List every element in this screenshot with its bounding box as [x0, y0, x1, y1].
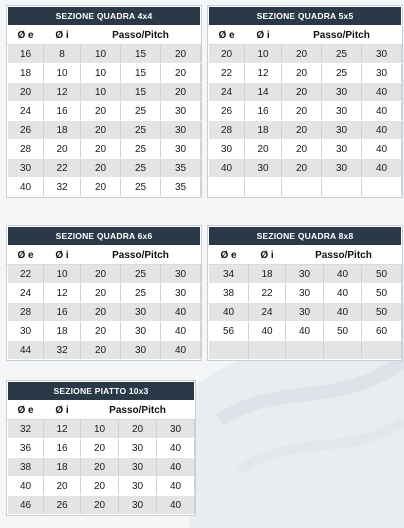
- outer-diameter-cell: 28: [209, 121, 245, 140]
- pitch-cell-2: [322, 178, 362, 197]
- pitch-cell-1: 20: [81, 284, 121, 303]
- outer-diameter-cell: 40: [209, 159, 245, 178]
- inner-diameter-cell: 14: [245, 83, 282, 102]
- pitch-cell-1: 10: [81, 83, 121, 102]
- inner-diameter-cell: 30: [245, 159, 282, 178]
- pitch-cell-2: 15: [121, 64, 161, 83]
- inner-diameter-cell: 32: [44, 178, 81, 197]
- inner-diameter-cell: 8: [44, 45, 81, 64]
- inner-diameter-cell: 18: [44, 322, 81, 341]
- outer-diameter-cell: 18: [8, 64, 44, 83]
- outer-diameter-cell: 56: [209, 322, 249, 341]
- pitch-cell-1: 20: [282, 159, 322, 178]
- outer-diameter-cell: 24: [8, 102, 44, 121]
- pitch-cell-2: 30: [322, 83, 362, 102]
- table-sezione-quadra-8x8: [208, 226, 402, 360]
- outer-diameter-cell: 24: [8, 284, 44, 303]
- pitch-cell-1: 20: [282, 121, 322, 140]
- inner-diameter-cell: 12: [44, 83, 81, 102]
- table-row: [8, 265, 201, 284]
- pitch-cell-1: 20: [81, 102, 121, 121]
- inner-diameter-cell: [245, 178, 282, 197]
- inner-diameter-cell: 12: [44, 420, 81, 439]
- inner-diameter-cell: 26: [44, 496, 81, 515]
- pitch-cell-1: 20: [282, 64, 322, 83]
- pitch-cell-1: 20: [282, 140, 322, 159]
- outer-diameter-cell: 38: [209, 284, 249, 303]
- outer-diameter-cell: 40: [8, 178, 44, 197]
- pitch-cell-3: 40: [161, 303, 201, 322]
- outer-diameter-cell: 28: [8, 140, 44, 159]
- outer-diameter-cell: 36: [8, 439, 44, 458]
- pitch-cell-3: 35: [161, 159, 201, 178]
- header-outer-diameter: Ø e: [209, 26, 245, 45]
- pitch-cell-2: 30: [322, 159, 362, 178]
- pitch-cell-3: 35: [161, 178, 201, 197]
- pitch-cell-3: [362, 341, 402, 360]
- outer-diameter-cell: 26: [209, 102, 245, 121]
- outer-diameter-cell: 24: [209, 83, 245, 102]
- outer-diameter-cell: 46: [8, 496, 44, 515]
- inner-diameter-cell: 20: [44, 477, 81, 496]
- pitch-cell-1: [286, 341, 324, 360]
- pitch-cell-3: 40: [362, 102, 402, 121]
- outer-diameter-cell: 38: [8, 458, 44, 477]
- pitch-cell-3: [362, 178, 402, 197]
- table-row: [8, 477, 195, 496]
- table-sezione-piatto-10x3: [7, 381, 195, 515]
- outer-diameter-cell: 22: [209, 64, 245, 83]
- header-pitch: Passo/Pitch: [282, 26, 402, 45]
- pitch-cell-3: 40: [161, 341, 201, 360]
- header-outer-diameter: Ø e: [8, 246, 44, 265]
- pitch-cell-2: [324, 341, 362, 360]
- table-row: [8, 420, 195, 439]
- pitch-cell-1: 10: [81, 64, 121, 83]
- pitch-cell-2: 30: [121, 341, 161, 360]
- outer-diameter-cell: 44: [8, 341, 44, 360]
- pitch-cell-3: 40: [157, 496, 195, 515]
- table-row: [209, 83, 402, 102]
- table-row: [209, 159, 402, 178]
- pitch-cell-2: 20: [119, 420, 157, 439]
- table-row: [8, 439, 195, 458]
- pitch-cell-3: 30: [161, 140, 201, 159]
- table-row: [209, 341, 402, 360]
- pitch-cell-3: 40: [161, 322, 201, 341]
- pitch-cell-1: 20: [81, 178, 121, 197]
- pitch-cell-2: 15: [121, 83, 161, 102]
- pitch-cell-2: 25: [121, 159, 161, 178]
- outer-diameter-cell: 20: [8, 83, 44, 102]
- table-row: [8, 284, 201, 303]
- outer-diameter-cell: 40: [209, 303, 249, 322]
- header-outer-diameter: Ø e: [8, 26, 44, 45]
- pitch-cell-1: 20: [282, 45, 322, 64]
- pitch-cell-3: 20: [161, 45, 201, 64]
- table-row: [209, 303, 402, 322]
- inner-diameter-cell: 12: [245, 64, 282, 83]
- pitch-cell-1: 30: [286, 265, 324, 284]
- pitch-cell-1: 10: [81, 45, 121, 64]
- header-inner-diameter: Ø i: [44, 26, 81, 45]
- outer-diameter-cell: 34: [209, 265, 249, 284]
- table-row: [8, 83, 201, 102]
- pitch-cell-2: 25: [121, 284, 161, 303]
- pitch-cell-2: 30: [119, 439, 157, 458]
- pitch-cell-2: 25: [322, 45, 362, 64]
- inner-diameter-cell: 18: [44, 121, 81, 140]
- header-inner-diameter: Ø i: [44, 246, 81, 265]
- inner-diameter-cell: 20: [245, 140, 282, 159]
- pitch-cell-1: 30: [286, 284, 324, 303]
- pitch-cell-3: 40: [362, 140, 402, 159]
- outer-diameter-cell: 26: [8, 121, 44, 140]
- pitch-cell-2: 40: [324, 303, 362, 322]
- pitch-cell-2: 25: [121, 178, 161, 197]
- table-title: SEZIONE QUADRA 6x6: [8, 227, 201, 246]
- pitch-cell-3: 20: [161, 64, 201, 83]
- table-row: [209, 284, 402, 303]
- pitch-cell-3: 30: [161, 121, 201, 140]
- inner-diameter-cell: 10: [44, 64, 81, 83]
- pitch-cell-1: 20: [81, 140, 121, 159]
- table-sezione-quadra-6x6: [7, 226, 201, 360]
- table-row: [8, 140, 201, 159]
- table-row: [8, 178, 201, 197]
- pitch-cell-2: 30: [121, 322, 161, 341]
- table-row: [8, 458, 195, 477]
- inner-diameter-cell: 12: [44, 284, 81, 303]
- pitch-cell-3: 40: [157, 477, 195, 496]
- pitch-cell-2: 40: [324, 265, 362, 284]
- pitch-cell-1: 20: [81, 341, 121, 360]
- pitch-cell-2: 25: [121, 265, 161, 284]
- pitch-cell-1: 20: [81, 477, 119, 496]
- inner-diameter-cell: 32: [44, 341, 81, 360]
- table-row: [8, 45, 201, 64]
- pitch-cell-1: 20: [81, 303, 121, 322]
- pitch-cell-1: [282, 178, 322, 197]
- inner-diameter-cell: 18: [249, 265, 286, 284]
- pitch-cell-3: 30: [362, 64, 402, 83]
- header-inner-diameter: Ø i: [249, 246, 286, 265]
- inner-diameter-cell: 16: [44, 303, 81, 322]
- inner-diameter-cell: 10: [245, 45, 282, 64]
- pitch-cell-1: 20: [81, 265, 121, 284]
- inner-diameter-cell: 22: [249, 284, 286, 303]
- pitch-cell-3: 50: [362, 265, 402, 284]
- table-row: [209, 140, 402, 159]
- pitch-cell-3: 30: [161, 265, 201, 284]
- pitch-cell-1: 20: [81, 322, 121, 341]
- pitch-cell-3: 30: [161, 284, 201, 303]
- pitch-cell-2: 30: [119, 458, 157, 477]
- outer-diameter-cell: [209, 178, 245, 197]
- pitch-cell-2: 30: [121, 303, 161, 322]
- pitch-cell-3: 40: [362, 159, 402, 178]
- table-sezione-quadra-4x4: [7, 6, 201, 197]
- pitch-cell-1: 20: [282, 102, 322, 121]
- pitch-cell-2: 25: [121, 102, 161, 121]
- outer-diameter-cell: 30: [8, 322, 44, 341]
- pitch-cell-1: 30: [286, 303, 324, 322]
- inner-diameter-cell: 18: [245, 121, 282, 140]
- inner-diameter-cell: 18: [44, 458, 81, 477]
- pitch-cell-2: 50: [324, 322, 362, 341]
- pitch-cell-1: 20: [81, 159, 121, 178]
- header-pitch: Passo/Pitch: [81, 401, 195, 420]
- table-row: [8, 102, 201, 121]
- pitch-cell-2: 40: [324, 284, 362, 303]
- pitch-cell-2: 30: [322, 140, 362, 159]
- outer-diameter-cell: [209, 341, 249, 360]
- pitch-cell-1: 20: [81, 121, 121, 140]
- inner-diameter-cell: [249, 341, 286, 360]
- inner-diameter-cell: 16: [44, 102, 81, 121]
- inner-diameter-cell: 22: [44, 159, 81, 178]
- table-row: [8, 303, 201, 322]
- header-pitch: Passo/Pitch: [286, 246, 402, 265]
- table-row: [209, 45, 402, 64]
- inner-diameter-cell: 24: [249, 303, 286, 322]
- outer-diameter-cell: 30: [209, 140, 245, 159]
- pitch-cell-3: 40: [157, 439, 195, 458]
- pitch-cell-2: 30: [119, 477, 157, 496]
- pitch-cell-2: 25: [121, 140, 161, 159]
- outer-diameter-cell: 30: [8, 159, 44, 178]
- inner-diameter-cell: 16: [44, 439, 81, 458]
- header-inner-diameter: Ø i: [245, 26, 282, 45]
- pitch-cell-3: 30: [362, 45, 402, 64]
- pitch-cell-3: 50: [362, 284, 402, 303]
- pitch-cell-1: 10: [81, 420, 119, 439]
- pitch-cell-2: 30: [322, 121, 362, 140]
- table-row: [8, 322, 201, 341]
- outer-diameter-cell: 20: [209, 45, 245, 64]
- table-title: SEZIONE QUADRA 4x4: [8, 7, 201, 26]
- table-row: [8, 159, 201, 178]
- header-pitch: Passo/Pitch: [81, 246, 201, 265]
- outer-diameter-cell: 40: [8, 477, 44, 496]
- pitch-cell-3: 40: [362, 83, 402, 102]
- table-row: [8, 121, 201, 140]
- header-pitch: Passo/Pitch: [81, 26, 201, 45]
- pitch-cell-1: 20: [81, 458, 119, 477]
- pitch-cell-2: 25: [322, 64, 362, 83]
- table-row: [8, 64, 201, 83]
- table-row: [8, 496, 195, 515]
- table-title: SEZIONE QUADRA 5x5: [209, 7, 402, 26]
- table-sezione-quadra-5x5: [208, 6, 402, 197]
- table-row: [209, 322, 402, 341]
- header-outer-diameter: Ø e: [209, 246, 249, 265]
- pitch-cell-1: 20: [81, 439, 119, 458]
- outer-diameter-cell: 32: [8, 420, 44, 439]
- inner-diameter-cell: 20: [44, 140, 81, 159]
- inner-diameter-cell: 40: [249, 322, 286, 341]
- table-row: [209, 265, 402, 284]
- pitch-cell-2: 30: [119, 496, 157, 515]
- outer-diameter-cell: 22: [8, 265, 44, 284]
- header-outer-diameter: Ø e: [8, 401, 44, 420]
- pitch-cell-3: 60: [362, 322, 402, 341]
- pitch-cell-1: 20: [282, 83, 322, 102]
- inner-diameter-cell: 16: [245, 102, 282, 121]
- pitch-cell-3: 40: [362, 121, 402, 140]
- pitch-cell-2: 30: [322, 102, 362, 121]
- pitch-cell-3: 40: [157, 458, 195, 477]
- pitch-cell-2: 15: [121, 45, 161, 64]
- table-row: [8, 341, 201, 360]
- table-title: SEZIONE PIATTO 10x3: [8, 382, 195, 401]
- pitch-cell-3: 50: [362, 303, 402, 322]
- inner-diameter-cell: 10: [44, 265, 81, 284]
- pitch-cell-3: 30: [157, 420, 195, 439]
- table-row: [209, 64, 402, 83]
- table-row: [209, 178, 402, 197]
- header-inner-diameter: Ø i: [44, 401, 81, 420]
- table-row: [209, 121, 402, 140]
- pitch-cell-1: 20: [81, 496, 119, 515]
- table-row: [209, 102, 402, 121]
- table-title: SEZIONE QUADRA 8x8: [209, 227, 402, 246]
- pitch-cell-2: 25: [121, 121, 161, 140]
- outer-diameter-cell: 16: [8, 45, 44, 64]
- pitch-cell-1: 40: [286, 322, 324, 341]
- pitch-cell-3: 20: [161, 83, 201, 102]
- pitch-cell-3: 30: [161, 102, 201, 121]
- outer-diameter-cell: 28: [8, 303, 44, 322]
